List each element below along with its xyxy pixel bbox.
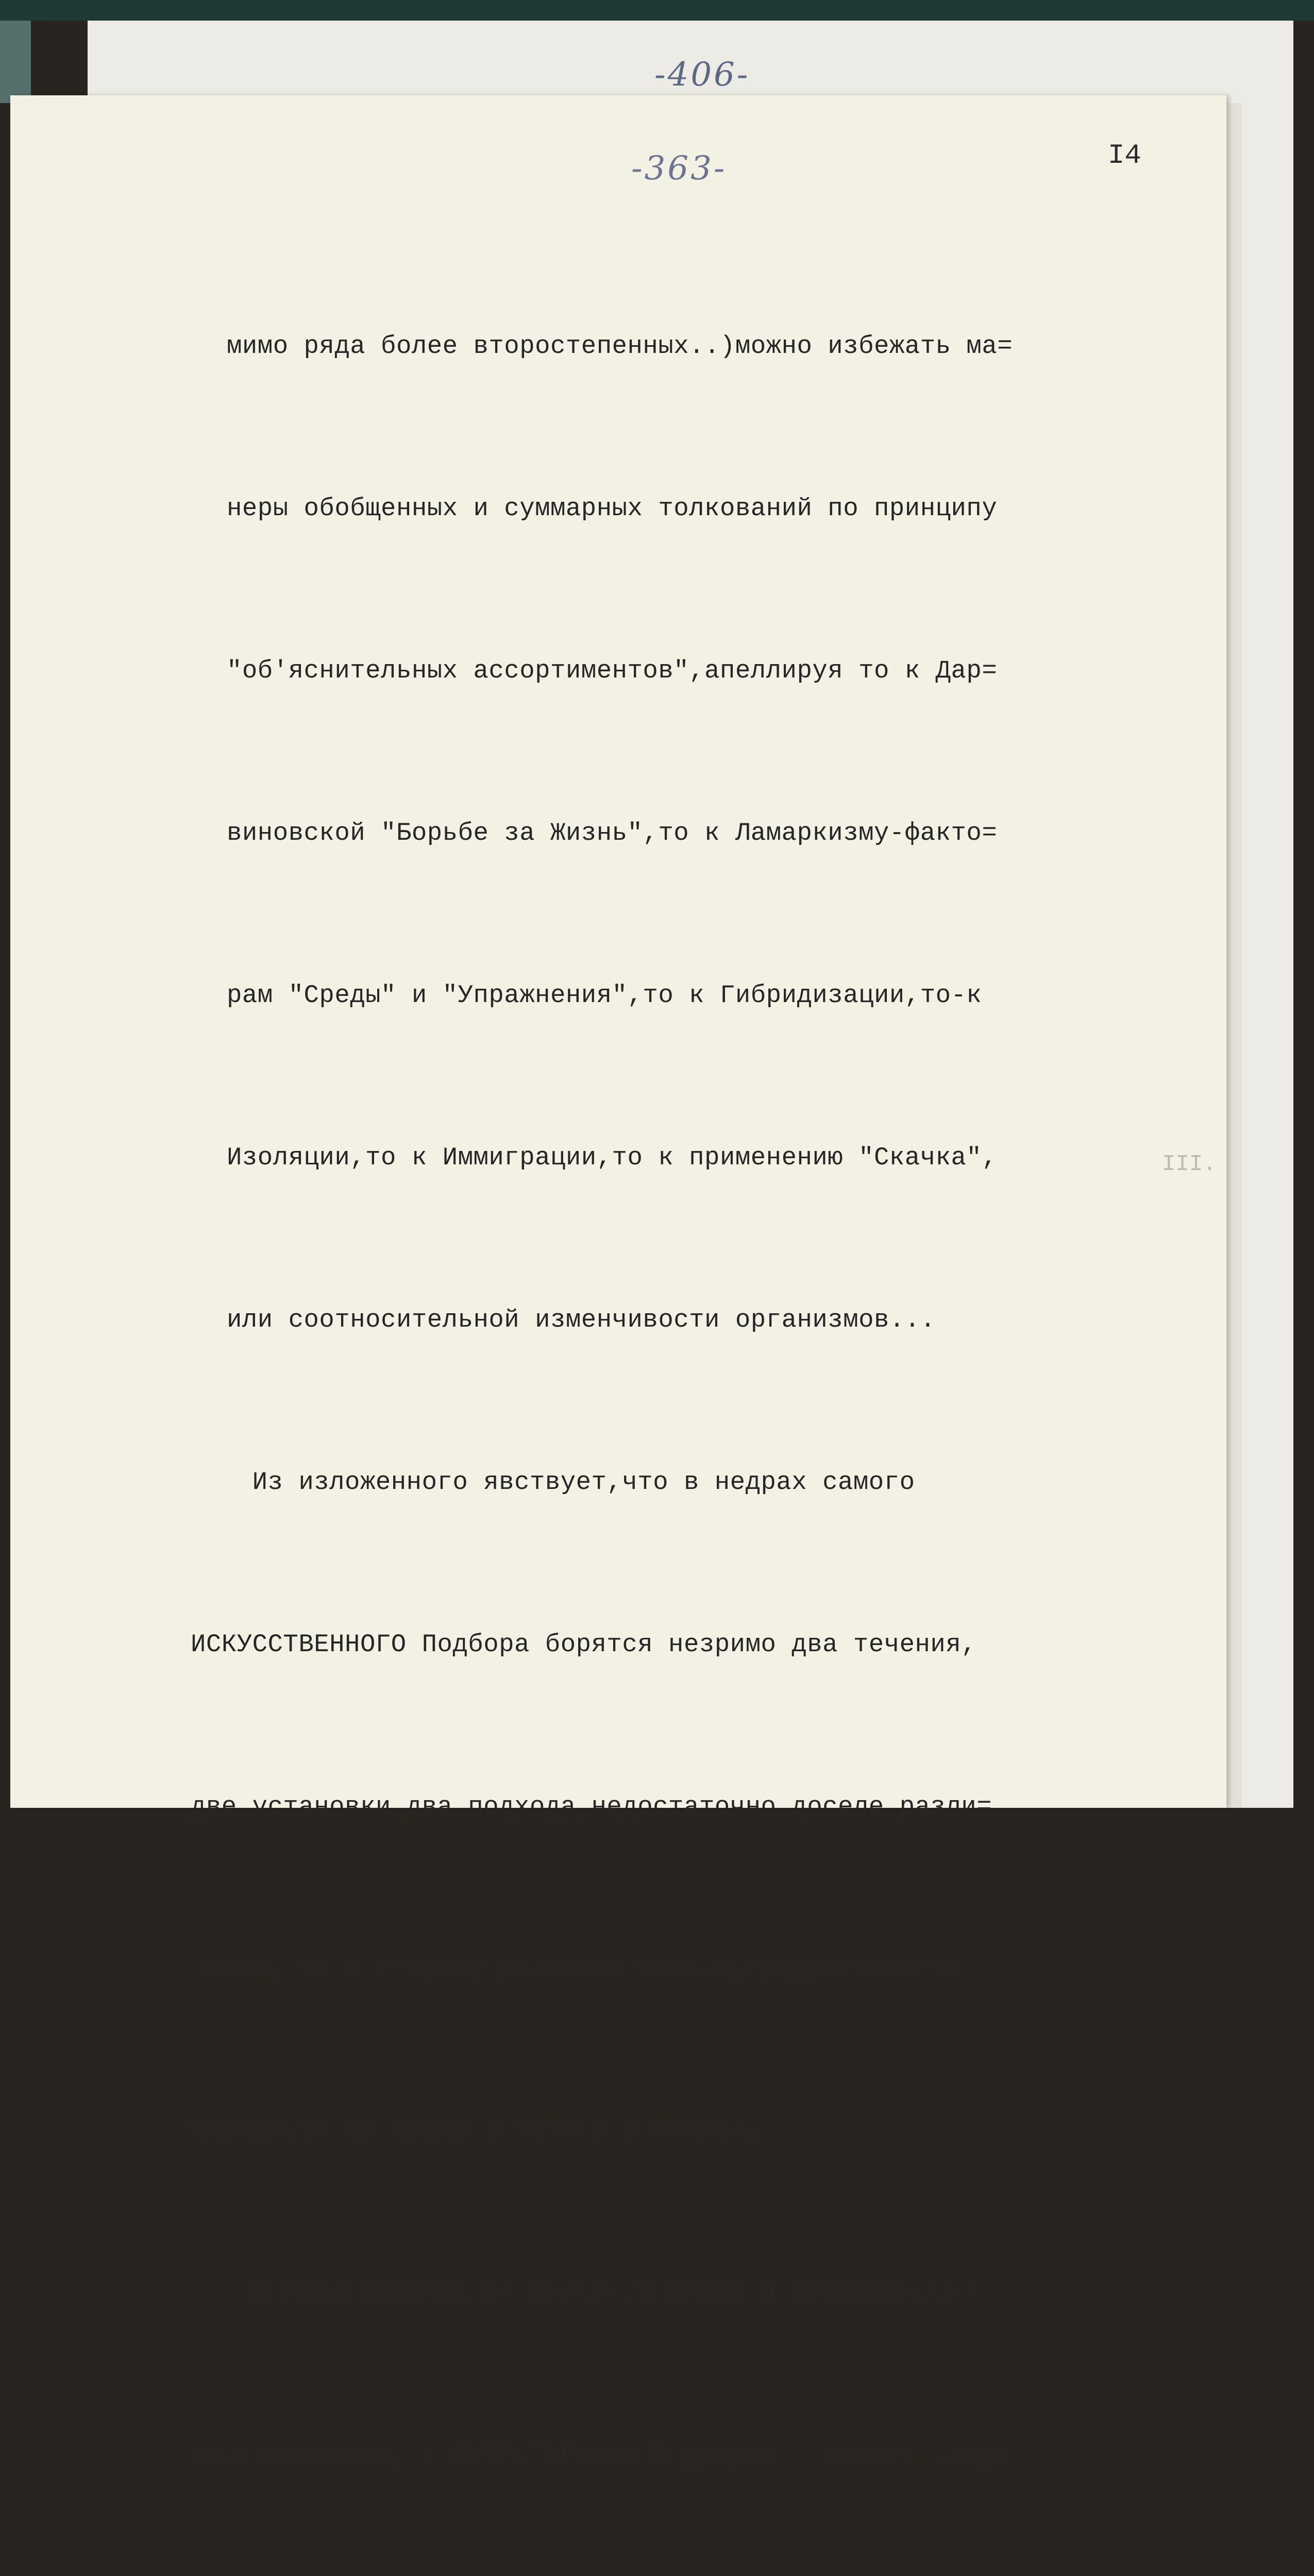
folio-number-handwritten: -363- bbox=[631, 149, 727, 188]
line-text: виновской "Борьбе за Жизнь",то к Ламаркизму-факто= bbox=[227, 819, 998, 848]
folio-number-top: -406- bbox=[654, 56, 750, 94]
text-line bbox=[227, 969, 1195, 1023]
line-text: ИСКУССТВЕННОГО Подбора борятся незримо два течения, bbox=[191, 1630, 977, 1659]
line-text: неры обобщенных и суммарных толкований по принципу bbox=[227, 494, 998, 523]
page-number: I4 bbox=[1108, 140, 1141, 172]
line-text: или соотносительной изменчивости организмов... bbox=[227, 1306, 936, 1334]
text-line bbox=[191, 1780, 1159, 1834]
line-text: разграничения, с ЕСТЕСТВЕННЫМ Подбором - значит зату= bbox=[191, 2442, 1007, 2470]
text-line bbox=[191, 1455, 1159, 1510]
back-sheet-edge bbox=[0, 0, 1314, 21]
text-line bbox=[227, 806, 1195, 860]
text-line bbox=[191, 2105, 1159, 2159]
text-line bbox=[227, 644, 1195, 698]
text-line bbox=[191, 2429, 1159, 2483]
text-line bbox=[191, 1942, 1159, 1996]
text-line bbox=[227, 1131, 1195, 1185]
text-line bbox=[227, 319, 1195, 374]
line-text: "об'яснительных ассортиментов",апеллируя то к Дар= bbox=[227, 656, 998, 685]
text-line bbox=[227, 1293, 1195, 1347]
line-text: Изоляции,то к Иммиграции,то к применению "Скачка", bbox=[227, 1143, 998, 1172]
text-line bbox=[191, 2267, 1159, 2321]
back-sheet-corner bbox=[0, 21, 31, 103]
margin-section-mark: III. bbox=[1162, 1151, 1217, 1177]
text-line bbox=[227, 482, 1195, 536]
text-line bbox=[191, 1618, 1159, 1672]
line-text: две установки,два подхода,недостаточно доселе разли= bbox=[191, 1792, 992, 1821]
line-text: чимые, то в сторону реальной пользы,продуктивности bbox=[191, 1955, 962, 1984]
line-text: И сопоставлять их вместе,в целом и суммарно,без bbox=[191, 2279, 977, 2308]
line-text: мимо ряда более второстепенных..)можно избежать ма= bbox=[227, 332, 1013, 361]
line-text: Из изложенного явствует,что в недрах самого bbox=[191, 1468, 915, 1497]
body-text bbox=[191, 211, 1195, 2576]
page-stack-edge bbox=[1226, 103, 1242, 1808]
line-text: породы,то по линии эстетики и спорта. bbox=[191, 2117, 761, 2146]
line-text: рам "Среды" и "Упражнения",то к Гибридизации,то-к bbox=[227, 981, 982, 1010]
